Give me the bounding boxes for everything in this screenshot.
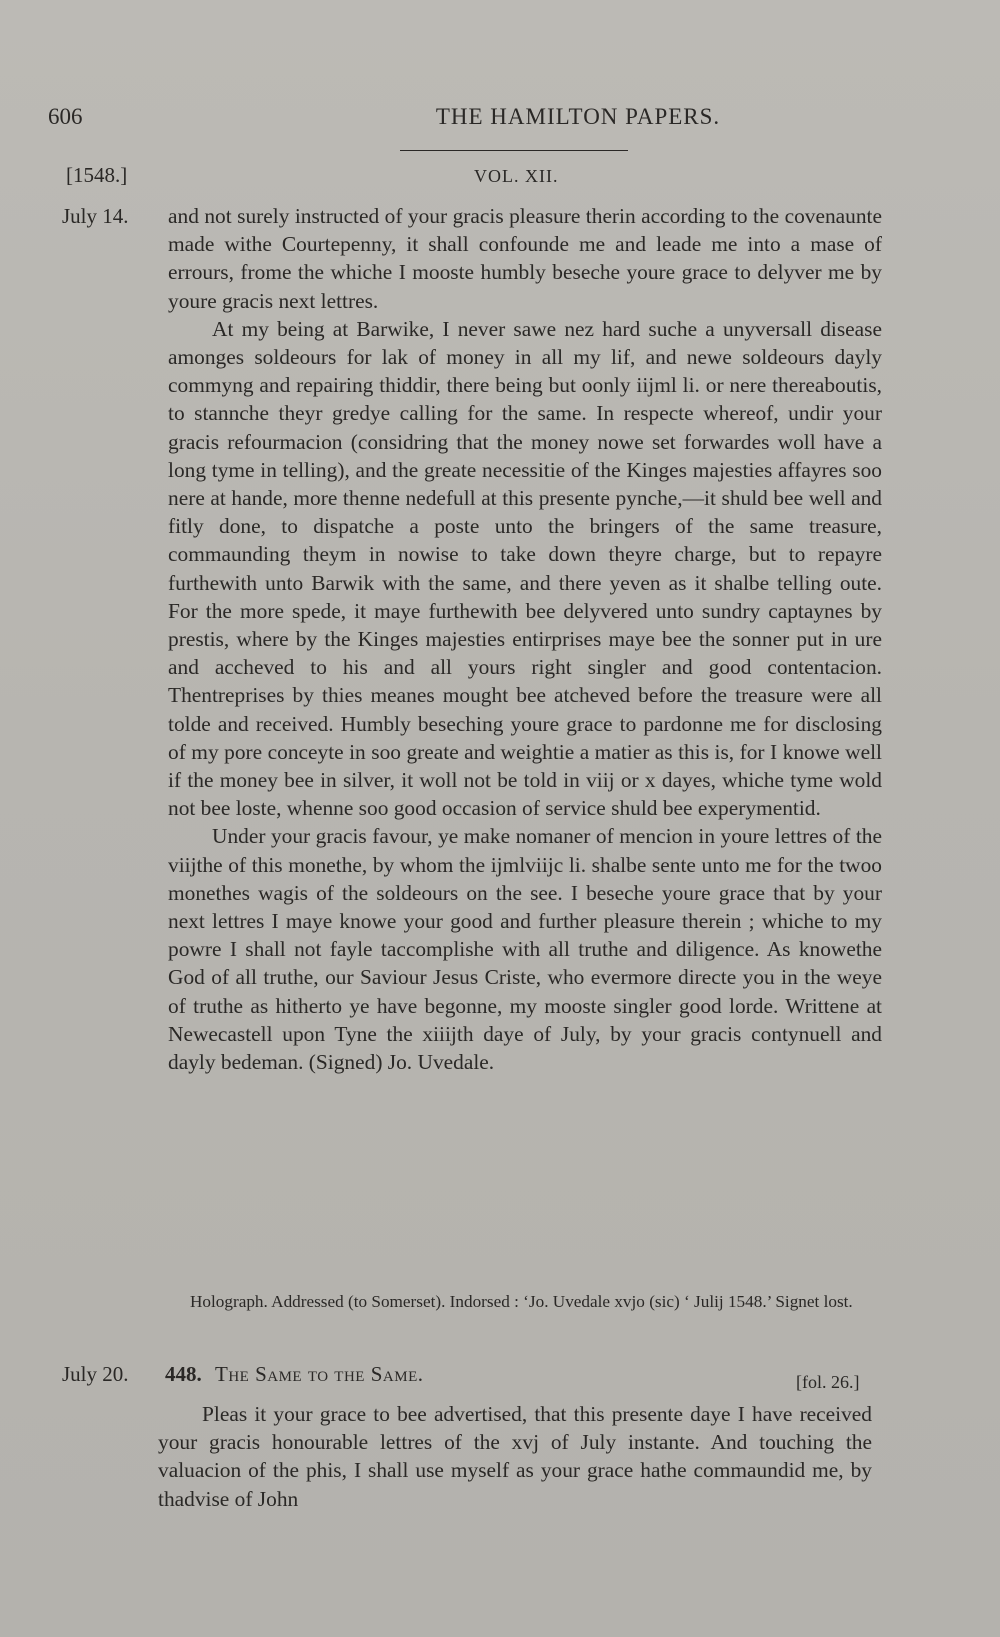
- note-text: Holograph. Addressed (to Somerset). Indorsed : ‘Jo. Uvedale xvjo (sic) ‘ Julij 1548.’ Signet lost.: [190, 1292, 853, 1311]
- year-note: [1548.]: [66, 163, 128, 187]
- running-title: THE HAMILTON PAPERS.: [435, 104, 721, 129]
- entry-heading: [165, 1362, 875, 1387]
- margin-date-july-20: July 20.: [62, 1362, 129, 1386]
- volume-label: VOL. XII.: [474, 166, 559, 186]
- paragraph: Pleas it your grace to bee advertised, that this presente daye I have received your gracis honourable lettres of the xvj of July instante. And touching the valuacion of the phis, I shall use myself as your grace hathe commaundid me, by thadvise of John: [158, 1402, 872, 1511]
- paragraph: At my being at Barwike, I never sawe nez hard suche a unyversall disease amonges soldeours for lak of money in all my lif, and newe soldeours dayly commyng and repairing thiddir, there being but oonly iijml li. or nere thereaboutis, to stannche theyr gredye calling for the same. In respecte whereof, undir your gracis refourmacion (considring that the money nowe set forwardes woll have a long tyme in telling), and the greate necessitie of the Kinges majesties affayres soo nere at hande, more thenne nedefull at this presente pynche,—it shuld bee well and fitly done, to dispatche a poste unto the bringers of the same treasure, commaunding theym in nowise to take down theyre charge, but to repayre furthewith unto Barwik with the same, and there yeven as it shalbe telling oute. For the more spede, it maye furthewith bee delyvered unto sundry captaynes by prestis, where by the Kinges majesties entirprises maye bee the sonner put in ure and accheved to his and all yours right singler and good contentacion. Thentreprises by thies meanes mought bee atcheved before the treasure were all tolde and received. Humbly beseching youre grace to pardonne me for disclosing of my pore conceyte in soo greate and weightie a matier as this is, for I knowe well if the money bee in silver, it woll not be told in viij or x dayes, whiche tyme wold not bee loste, whenne soo good occasion of service shuld bee experymentid.: [168, 316, 882, 821]
- margin-date-july-14: July 14.: [62, 204, 129, 228]
- folio-reference: [fol. 26.]: [796, 1372, 860, 1392]
- page-number: 606: [48, 104, 83, 129]
- page-header: [48, 104, 888, 144]
- paragraph: Under your gracis favour, ye make nomaner of mencion in youre lettres of the viijthe of this monethe, by whom the ijmlviijc li. shalbe sente unto me for the twoo monethes wagis of the soldeours on the see. I beseche youre grace that by your next lettres I maye knowe your good and further pleasure therein ; whiche to my powre I shall not fayle taccomplishe with all truthe and diligence. As knowethe God of all truthe, our Saviour Jesus Criste, who evermore directe you in the weye of truthe as hitherto ye have begonne, my mooste singler good lorde. Writtene at Newecastell upon Tyne the xiiijth daye of July, by your gracis contynuell and dayly bedeman. (Signed) Jo. Uvedale.: [168, 824, 882, 1075]
- header-rule: [400, 150, 628, 151]
- holograph-note: [168, 1290, 874, 1314]
- letter-body: [168, 202, 882, 1076]
- entry-number: 448.: [165, 1362, 202, 1386]
- entry-title: The Same to the Same.: [215, 1362, 424, 1386]
- letter-body-448: [158, 1400, 872, 1513]
- paragraph: and not surely instructed of your gracis pleasure therin according to the covenaunte made withe Courtepenny, it shall confounde me and leade me into a mase of errours, frome the whiche I mooste humbly beseche youre grace to delyver me by youre gracis next lettres.: [168, 204, 882, 313]
